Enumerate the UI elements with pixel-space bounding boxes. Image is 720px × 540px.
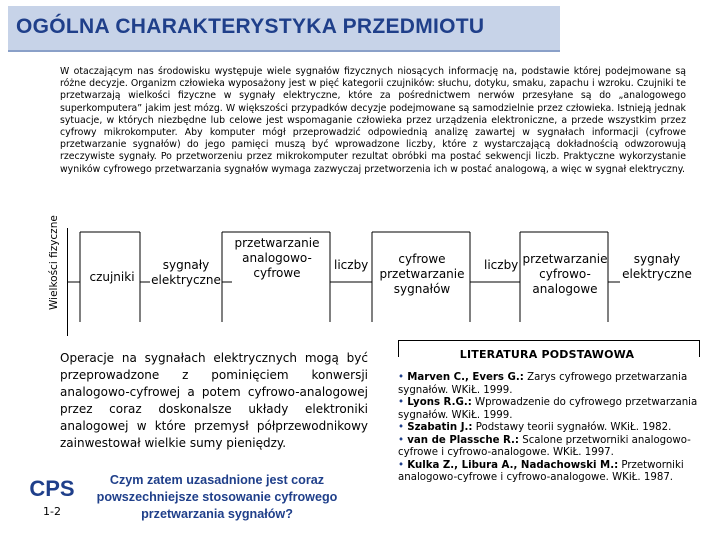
closing-question: Czym zatem uzasadnione jest coraz powszechniejsze stosowanie cyfrowego przetwarzania sygnałów?: [96, 473, 338, 521]
block-sensors: czujniki: [89, 270, 135, 284]
cps-logo: [26, 476, 78, 518]
literature-item: • Kulka Z., Libura A., Nadachowski M.: Przetworniki analogowo-cyfrowe i cyfrowo-analogowe. WKiŁ. 1987.: [398, 459, 684, 483]
label-numbers-2: liczby: [484, 258, 519, 272]
input-line: [67, 228, 68, 336]
literature-item: • Marven C., Evers G.: Zarys cyfrowego przetwarzania sygnałów. WKiŁ. 1999.: [398, 372, 688, 396]
slide-title: OGÓLNA CHARAKTERYSTYKA PRZEDMIOTU: [16, 15, 485, 38]
block-adc: przetwarzanie analogowo-cyfrowe: [234, 236, 320, 280]
label-signals-in: sygnały elektryczne: [151, 258, 221, 287]
intro-paragraph: W otaczającym nas środowisku występuje wiele sygnałów fizycznych niosących informację na, podstawie której podejmowane są różne decyzje. Organizm człowieka wyposażony jest w pięć kategorii czujników: słuchu, dotyku, smaku, zapachu i wzroku. Czujniki te przetwarzają wielkości fizyczne w sygnały elektryczne, które za pośrednictwem nerwów przesyłane są do „analogowego superkomputera” jakim jest mózg. W większości przypadków decyzje podejmowane są samodzielnie przez człowieka. Istnieją jednak sytuacje, w których niezbędne lub celowe jest wspomaganie człowieka przez urządzenia elektroniczne, a przede wszystkim przez cyfrowy mikrokomputer. Aby komputer mógł przeprowadzić odpowiednią analizę zawartej w sygnałach informacji (cyfrowe przetwarzanie sygnałów) do jego pamięci muszą być wprowadzone liczby, które z wystarczającą dokładnością odwzorowują rzeczywiste sygnały. Po przetworzeniu przez mikrokomputer rezultat obróbki ma postać sekwencji liczb. Praktyczne wykorzystanie wyników cyfrowego przetwarzania sygnałów wymaga zazwyczaj przetworzenia ich w postać analogową, a więc w sygnał elektryczny.: [60, 66, 686, 175]
literature-list: [398, 372, 698, 485]
block-dsp: cyfrowe przetwarzanie sygnałów: [379, 252, 465, 296]
literature-item: • Szabatin J.: Podstawy teorii sygnałów. WKiŁ. 1982.: [398, 422, 672, 433]
label-numbers-1: liczby: [334, 258, 369, 272]
bullet-icon: •: [398, 372, 408, 383]
bullet-icon: •: [398, 397, 408, 408]
bullet-icon: •: [398, 422, 408, 433]
block-dac: przetwarzanie cyfrowo-analogowe: [522, 252, 608, 296]
conclusion-paragraph: Operacje na sygnałach elektrycznych mogą być przeprowadzone z pominięciem konwersji analogowo-cyfrowej a potem cyfrowo-analogowej przez coraz doskonalsze układy elektroniki analogowej w które przemysł półprzewodnikowy zainwestował wielkie sumy pieniędzy.: [60, 351, 368, 450]
slide-number: 1-2: [43, 505, 61, 518]
logo-text: CPS: [29, 476, 75, 501]
literature-heading: LITERATURA PODSTAWOWA: [459, 348, 635, 361]
side-label: Wielkości fizyczne: [48, 215, 60, 310]
label-signals-out: sygnały elektryczne: [622, 252, 692, 281]
literature-frame: [398, 340, 700, 357]
literature-item: • van de Plassche R.: Scalone przetworniki analogowo-cyfrowe i cyfrowo-analogowe. WKiŁ. 1997.: [398, 434, 691, 458]
literature-item: • Lyons R.G.: Wprowadzenie do cyfrowego przetwarzania sygnałów. WKiŁ. 1999.: [398, 397, 698, 421]
bullet-icon: •: [398, 434, 408, 446]
bullet-icon: •: [398, 459, 408, 471]
